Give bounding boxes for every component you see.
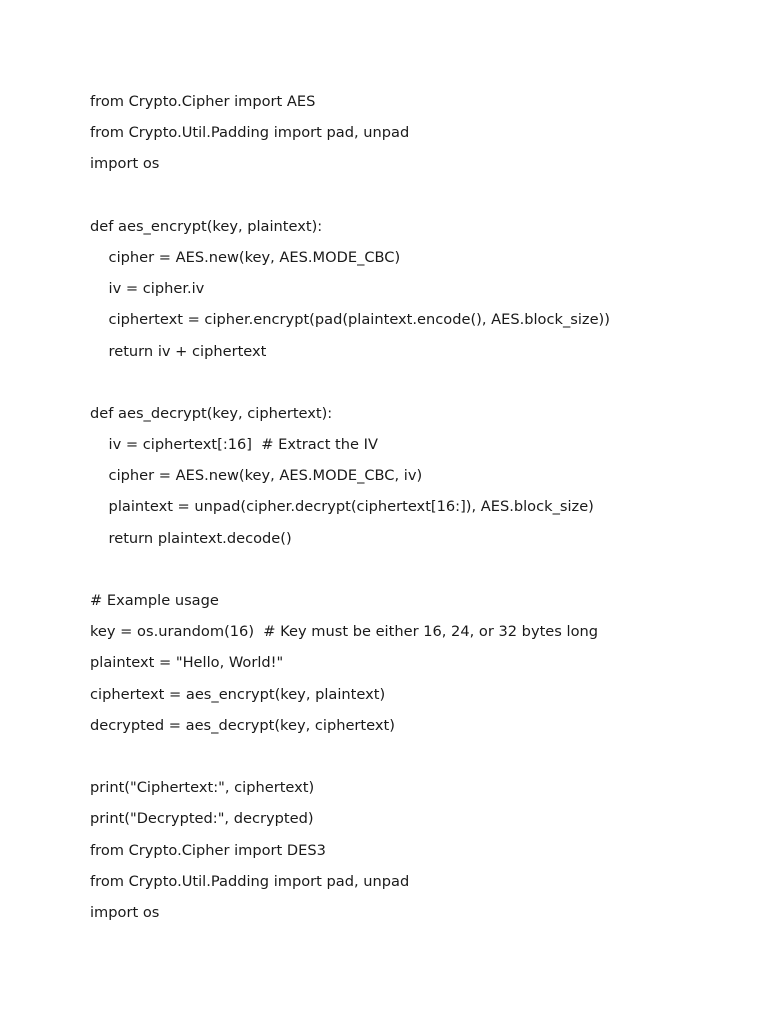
blank-line <box>90 554 730 585</box>
code-line: print("Decrypted:", decrypted) <box>90 810 314 828</box>
code-line: decrypted = aes_decrypt(key, ciphertext) <box>90 716 395 734</box>
code-line: key = os.urandom(16) # Key must be either 16, 24, or 32 bytes long <box>90 623 599 641</box>
code-line: import os <box>90 155 160 173</box>
code-line: def aes_encrypt(key, plaintext): <box>90 217 323 235</box>
blank-line <box>90 180 730 211</box>
code-line: cipher = AES.new(key, AES.MODE_CBC, iv) <box>90 467 423 485</box>
code-line: iv = cipher.iv <box>90 280 205 298</box>
code-line: # Example usage <box>90 592 219 609</box>
code-line: ciphertext = aes_encrypt(key, plaintext) <box>90 685 386 703</box>
code-block <box>90 86 730 928</box>
code-line: plaintext = "Hello, World!" <box>90 654 284 672</box>
code-line: plaintext = unpad(cipher.decrypt(ciphertext[16:]), AES.block_size) <box>90 498 594 516</box>
code-line: import os <box>90 903 160 921</box>
code-line: print("Ciphertext:", ciphertext) <box>90 779 315 797</box>
code-line: from Crypto.Util.Padding import pad, unpad <box>90 124 410 142</box>
code-line: from Crypto.Cipher import DES3 <box>90 841 326 859</box>
code-line: from Crypto.Cipher import AES <box>90 93 316 110</box>
blank-line <box>90 367 730 398</box>
code-line: ciphertext = cipher.encrypt(pad(plaintext.encode(), AES.block_size)) <box>90 311 610 329</box>
code-line: def aes_decrypt(key, ciphertext): <box>90 404 333 422</box>
code-line: from Crypto.Util.Padding import pad, unpad <box>90 872 410 890</box>
code-line: iv = ciphertext[:16] # Extract the IV <box>90 436 378 454</box>
blank-line <box>90 741 730 772</box>
code-line: return iv + ciphertext <box>90 342 267 360</box>
code-line: cipher = AES.new(key, AES.MODE_CBC) <box>90 248 401 266</box>
code-line: return plaintext.decode() <box>90 529 292 547</box>
